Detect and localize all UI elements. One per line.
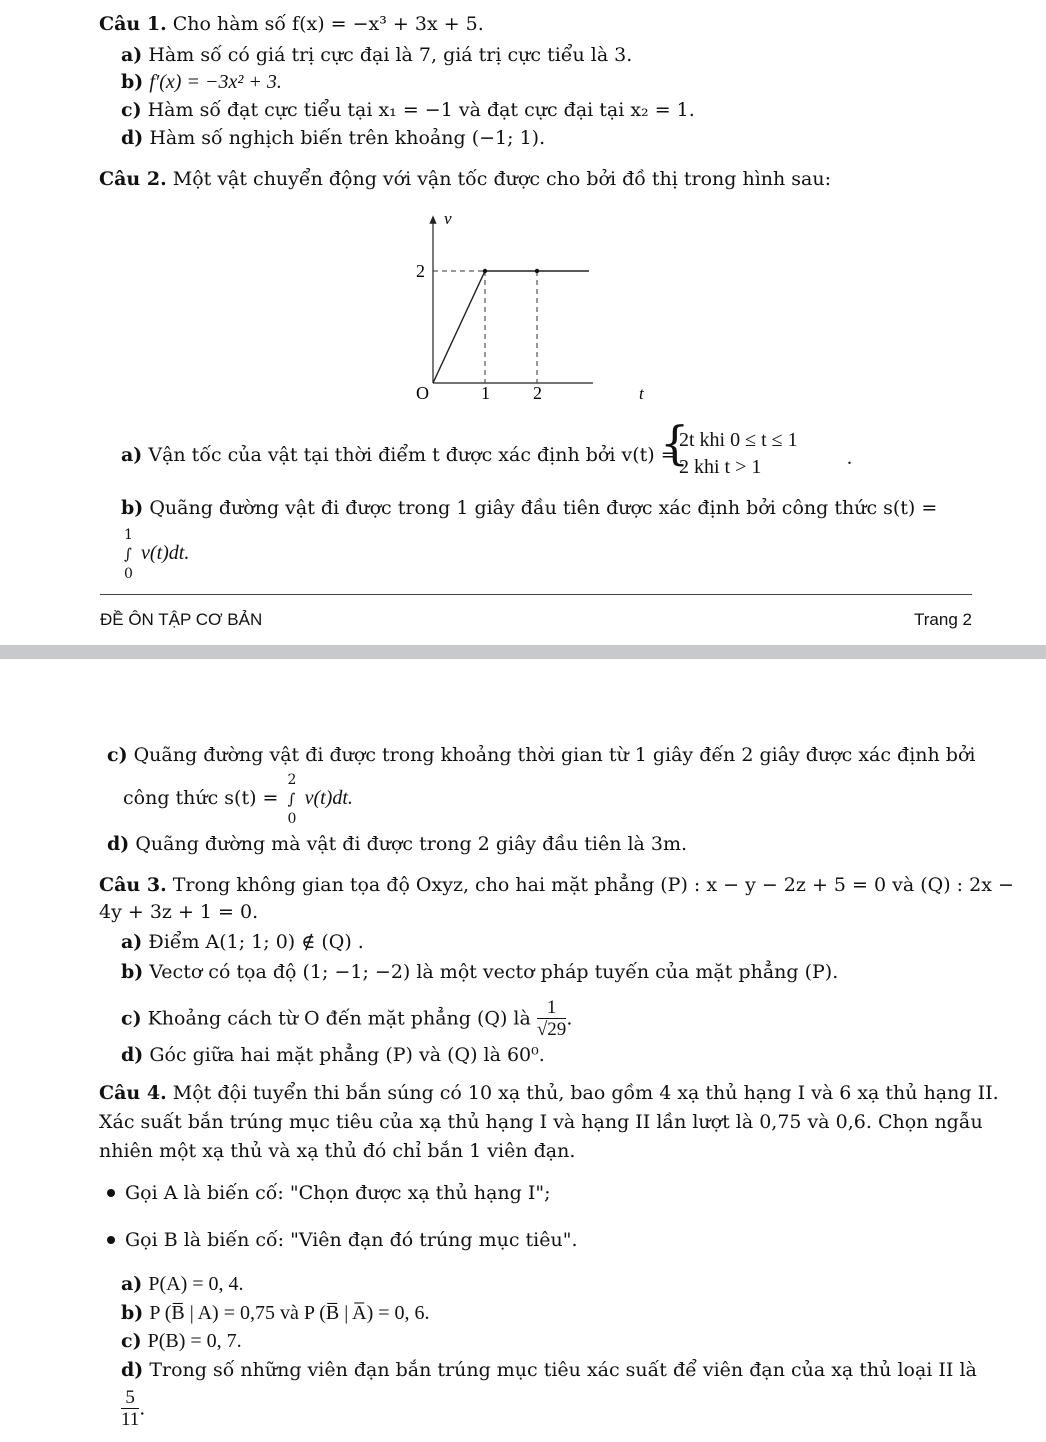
piecewise-end: . xyxy=(847,447,852,469)
y-axis-label: v xyxy=(444,209,452,228)
q3-heading: Câu 3. Trong không gian tọa độ Oxyz, cho hai mặt phẳng (P) : x − y − 2z + 5 = 0 và (Q) : 2x − xyxy=(99,874,1014,896)
q1-title: Câu 1. xyxy=(99,13,167,35)
footer-left: ĐỀ ÔN TẬP CƠ BẢN xyxy=(100,610,263,629)
origin-label: O xyxy=(416,383,429,403)
q4-option-d: d) Trong số những viên đạn bắn trúng mục tiêu xác suất để viên đạn của xạ thủ loại II là xyxy=(121,1359,977,1381)
q2-stem: Một vật chuyển động với vận tốc được cho bởi đồ thị trong hình sau: xyxy=(172,168,832,190)
q3-option-d: d) Góc giữa hai mặt phẳng (P) và (Q) là 60⁰. xyxy=(121,1044,545,1066)
series-line-v xyxy=(433,271,589,383)
q2-title: Câu 2. xyxy=(99,168,167,190)
x-axis-label: t xyxy=(639,384,644,403)
fraction: $\frac{1}{√29}$ xyxy=(536,997,567,1040)
q3-option-b: b) Vectơ có tọa độ (1; −1; −2) là một vectơ pháp tuyến của mặt phẳng (P). xyxy=(121,961,839,983)
footer-rule xyxy=(100,594,972,595)
fraction: $\frac{5}{11}$ xyxy=(121,1387,140,1430)
q1-option-c: c) Hàm số đạt cực tiểu tại x₁ = −1 và đạt cực đại tại x₂ = 1. xyxy=(121,99,695,121)
q3-option-a: a) Điểm A(1; 1; 0) ∉ (Q) . xyxy=(121,931,364,953)
q1-option-b: b) f′(x) = −3x² + 3. xyxy=(121,71,282,93)
y-tick-label: 2 xyxy=(416,261,425,281)
q2-heading xyxy=(99,167,831,191)
q4-option-b: b) P (B̅ | A) = 0,75 và P (B̅ | A̅) = 0, 6. xyxy=(121,1302,430,1324)
q2-option-c: c) Quãng đường vật đi được trong khoảng thời gian từ 1 giây đến 2 giây được xác định bởi xyxy=(107,744,976,766)
piecewise-brace: { xyxy=(660,416,690,470)
q4-line-2: Xác suất bắn trúng mục tiêu của xạ thủ hạng I và hạng II lần lượt là 0,75 và 0,6. Chọn ngẫu xyxy=(99,1111,983,1133)
integral-sign: ∫ 1 0 xyxy=(124,527,133,582)
q1-heading xyxy=(99,12,484,36)
q4-option-a: a) P(A) = 0, 4. xyxy=(121,1273,244,1295)
point-2 xyxy=(535,269,539,273)
bullet-dot xyxy=(107,1189,115,1197)
q4-d-fraction: $\frac{5}{11}$ . xyxy=(121,1387,146,1430)
q2-option-b: b) Quãng đường vật đi được trong 1 giây đầu tiên được xác định bởi công thức s(t) = xyxy=(121,497,938,519)
footer-right: Trang 2 xyxy=(914,610,972,629)
integral-sign: ∫ 2 0 xyxy=(287,772,297,827)
q2-c-formula: công thức s(t) = ∫ 2 0 v(t)dt. xyxy=(123,772,353,827)
q2-option-a: a) Vận tốc của vật tại thời điểm t được xác định bởi v(t) = xyxy=(121,444,677,466)
q2-b-integral: ∫ 1 0 v(t)dt. xyxy=(121,541,189,566)
q1-stem: Cho hàm số f(x) = −x³ + 3x + 5. xyxy=(172,13,484,35)
bullet-dot xyxy=(107,1236,115,1244)
x-tick-label: 2 xyxy=(533,383,542,403)
point-1 xyxy=(483,269,487,273)
q4-line-3: nhiên một xạ thủ và xạ thủ đó chỉ bắn 1 viên đạn. xyxy=(99,1140,576,1162)
q1-option-a: a) Hàm số có giá trị cực đại là 7, giá trị cực tiểu là 3. xyxy=(121,44,633,66)
x-tick-label: 1 xyxy=(481,383,490,403)
q3-option-c: c) Khoảng cách từ O đến mặt phẳng (Q) là $\frac{1}{√29}$ . xyxy=(121,997,573,1040)
q4-bullet-2: Gọi B là biến cố: "Viên đạn đó trúng mục tiêu". xyxy=(125,1229,578,1251)
page-break xyxy=(0,645,1046,659)
velocity-time-graph xyxy=(380,205,680,410)
q4-option-c: c) P(B) = 0, 7. xyxy=(121,1330,242,1352)
q3-stem-continued: 4y + 3z + 1 = 0. xyxy=(99,901,259,923)
piecewise-case-2: 2 khi t > 1 xyxy=(679,456,762,478)
q1-option-d: d) Hàm số nghịch biến trên khoảng (−1; 1). xyxy=(121,127,546,149)
q4-bullet-1: Gọi A là biến cố: "Chọn được xạ thủ hạng I"; xyxy=(125,1182,551,1204)
q2-option-d: d) Quãng đường mà vật đi được trong 2 giây đầu tiên là 3m. xyxy=(107,833,688,855)
piecewise-case-1: 2t khi 0 ≤ t ≤ 1 xyxy=(679,429,798,451)
q4-heading: Câu 4. Một đội tuyển thi bắn súng có 10 xạ thủ, bao gồm 4 xạ thủ hạng I và 6 xạ thủ hạng II. xyxy=(99,1082,999,1104)
